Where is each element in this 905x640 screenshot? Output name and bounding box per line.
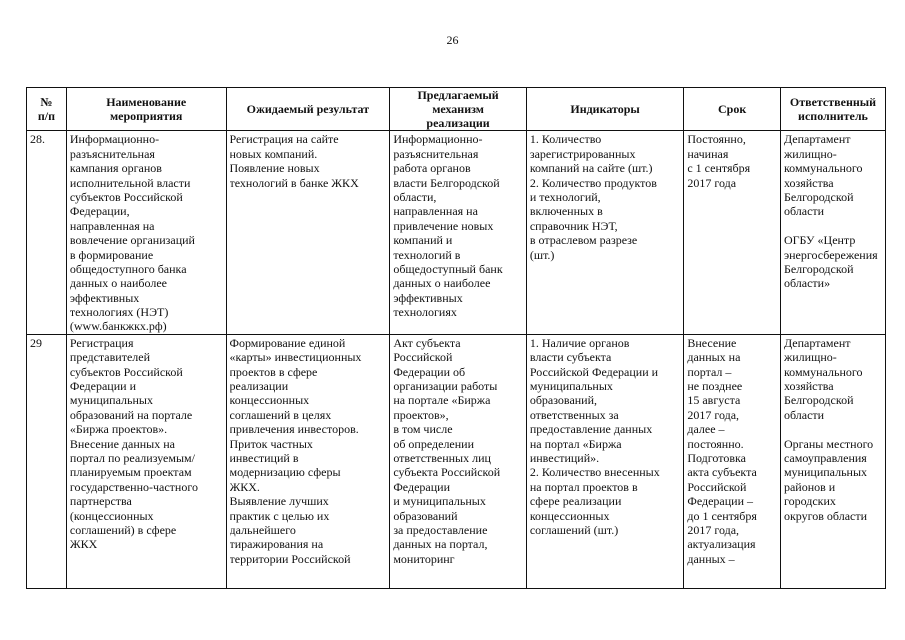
cell-expected-result: Формирование единой «карты» инвестиционных проектов в сфере реализации концессионных соглашений в целях привлечения инвесторов. Приток частных инвестиций в модернизацию сферы ЖКХ. Выявление лучших практик с целью их дальнейшего тиражирования на территории Российской	[226, 334, 390, 588]
cell-activity-name: Регистрация представителей субъектов Российской Федерации и муниципальных образований на портале «Биржа проектов». Внесение данных на портал по реализуемым/ планируемым проектам государственно-частного партнерства (концессионных соглашений) в сфере ЖКХ	[66, 334, 226, 588]
header-term: Срок	[684, 88, 781, 131]
cell-number: 29	[27, 334, 67, 588]
page-number: 26	[446, 33, 459, 47]
cell-mechanism: Информационно- разъяснительная работа органов власти Белгородской области, направленная на привлечение новых компаний и технологий в общедоступный банк данных о наиболее эффективных технологиях	[390, 131, 527, 334]
cell-expected-result: Регистрация на сайте новых компаний. Появление новых технологий в банке ЖКХ	[226, 131, 390, 334]
header-expected-result: Ожидаемый результат	[226, 88, 390, 131]
cell-indicators: 1. Количество зарегистрированных компаний на сайте (шт.) 2. Количество продуктов и технологий, включенных в справочник НЭТ, в отраслевом разрезе (шт.)	[526, 131, 684, 334]
action-plan-table	[26, 87, 886, 589]
cell-indicators: 1. Наличие органов власти субъекта Российской Федерации и муниципальных образований, ответственных за предоставление данных на портал «Биржа инвестиций». 2. Количество внесенных на портал проектов в сфере реализации концессионных соглашений (шт.)	[526, 334, 684, 588]
cell-term: Постоянно, начиная с 1 сентября 2017 года	[684, 131, 781, 334]
header-executor: Ответственный исполнитель	[780, 88, 885, 131]
table-header-row	[27, 88, 886, 131]
cell-mechanism: Акт субъекта Российской Федерации об организации работы на портале «Биржа проектов», в том числе об определении ответственных лиц субъекта Российской Федерации и муниципальных образований за предоставление данных на портал, мониторинг	[390, 334, 527, 588]
header-number: № п/п	[27, 88, 67, 131]
cell-executor: Департамент жилищно- коммунального хозяйства Белгородской области Органы местного самоуправления муниципальных районов и городских округов области	[780, 334, 885, 588]
cell-activity-name: Информационно- разъяснительная кампания органов исполнительной власти субъектов Российской Федерации, направленная на вовлечение организаций в формирование общедоступного банка данных о наиболее эффективных технологиях (НЭТ) (www.банкжкх.рф)	[66, 131, 226, 334]
table-row	[27, 334, 886, 588]
cell-number: 28.	[27, 131, 67, 334]
cell-executor: Департамент жилищно- коммунального хозяйства Белгородской области ОГБУ «Центр энергосбережения Белгородской области»	[780, 131, 885, 334]
table-row	[27, 131, 886, 334]
header-indicators: Индикаторы	[526, 88, 684, 131]
cell-term: Внесение данных на портал – не позднее 15 августа 2017 года, далее – постоянно. Подготовка акта субъекта Российской Федерации – до 1 сентября 2017 года, актуализация данных –	[684, 334, 781, 588]
header-mechanism: Предлагаемый механизм реализации	[390, 88, 527, 131]
header-activity-name: Наименование мероприятия	[66, 88, 226, 131]
